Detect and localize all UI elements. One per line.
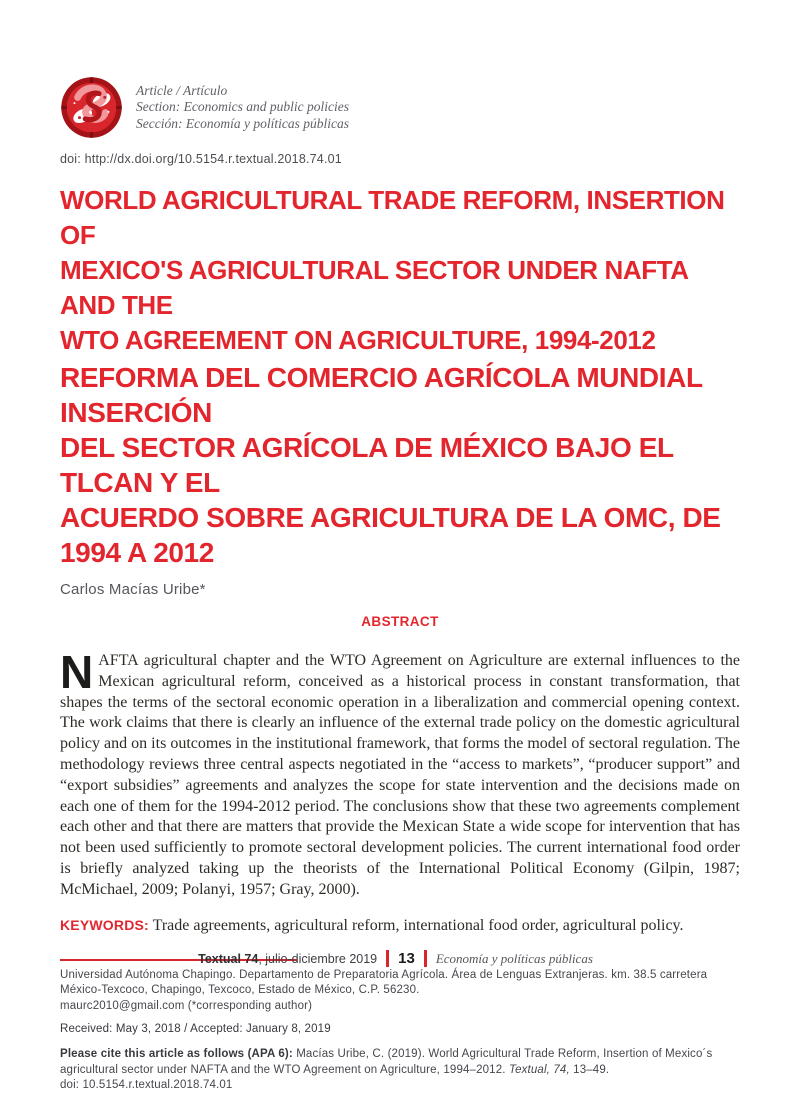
citation-text (60, 1047, 740, 1078)
footer-issue-dates: , julio-diciembre 2019 (258, 951, 378, 966)
abstract-heading: ABSTRACT (361, 614, 439, 629)
footer-divider-bar-right (424, 950, 427, 967)
keywords-line (60, 917, 740, 935)
author-name: Carlos Macías Uribe* (60, 581, 206, 598)
footer-journal-issue (198, 952, 377, 966)
keywords-text: Trade agreements, agricultural reform, international food order, agricultural policy. (148, 916, 684, 934)
journal-header (60, 0, 740, 139)
affiliation-footnote (60, 968, 740, 1015)
abstract-dropcap: N (60, 646, 94, 698)
citation-journal-italic: Textual, 74, (508, 1063, 570, 1076)
title-es-line-2: DEL SECTOR AGRÍCOLA DE MÉXICO BAJO EL TLCAN Y EL (60, 432, 674, 498)
abstract-paragraph (60, 646, 740, 901)
citation-body: Macías Uribe, C. (2019). World Agricultural Trade Reform, Insertion of Mexico´s agricultural sector under NAFTA and the WTO Agreement on Agriculture, 1994–2012. (60, 1048, 713, 1076)
title-en-line-3: WTO AGREEMENT ON AGRICULTURE, 1994-2012 (60, 325, 656, 355)
page-footer (0, 950, 791, 967)
footer-section-name: Economía y políticas públicas (435, 950, 593, 966)
textual-journal-logo-icon (60, 76, 123, 139)
title-en-line-2: MEXICO'S AGRICULTURAL SECTOR UNDER NAFTA AND THE (60, 255, 688, 320)
article-title-english (60, 183, 740, 358)
page-number: 13 (398, 950, 415, 967)
footer-divider-bar-left (386, 950, 389, 967)
affiliation-line-2: México-Texcoco, Chapingo, Texcoco, Estado de México, C.P. 56230. (60, 984, 420, 997)
corresponding-author-email: maurc2010@gmail.com (*corresponding author) (60, 999, 313, 1012)
citation-label: Please cite this article as follows (APA 6): (60, 1048, 293, 1061)
section-label-es: Sección: Economía y políticas públicas (136, 115, 349, 131)
received-accepted-dates: Received: May 3, 2018 / Accepted: January 8, 2019 (60, 1023, 331, 1036)
affiliation-line-1: Universidad Autónoma Chapingo. Departamento de Preparatoria Agrícola. Área de Lenguas Extranjeras. km. 38.5 carretera (60, 968, 708, 981)
citation-pages: 13–49. (569, 1063, 610, 1076)
footer-journal-name: Textual 74 (198, 951, 259, 966)
section-label-en: Section: Economics and public policies (136, 99, 349, 115)
title-es-line-3: ACUERDO SOBRE AGRICULTURA DE LA OMC, DE 1994 A 2012 (60, 502, 721, 568)
title-es-line-1: REFORMA DEL COMERCIO AGRÍCOLA MUNDIAL INSERCIÓN (60, 362, 703, 428)
abstract-text: AFTA agricultural chapter and the WTO Agreement on Agriculture are external influences to the Mexican agricultural reform, conceived as a historical process in constant transformation, that shapes the terms of the sectoral economic operation in a liberalization and commercial opening context. The work claims that there is clearly an influence of the external trade policy on the domestic agricultural policy and on its outcomes in the institutional framework, that forms the model of sectoral regulation. The methodology reviews three central aspects negotiated in the “access to markets”, “producer support” and “export subsidies” agreements and analyzes the scope for state intervention and the decisions made on each one of them for the 1994-2012 period. The conclusions show that these two agreements complement each other and that there are matters that provide the Mexican State a wide scope for intervention that has not been used sufficiently to promote sectoral development policies. The current international food order is briefly analyzed taking up the theorists of the International Political Economy (Gilpin, 1987; McMichael, 2009; Polanyi, 1957; Gray, 2000). (60, 652, 740, 898)
citation-block (60, 1047, 740, 1094)
article-title-spanish (60, 360, 740, 570)
title-en-line-1: WORLD AGRICULTURAL TRADE REFORM, INSERTION OF (60, 185, 725, 250)
article-section-info (136, 83, 349, 133)
citation-doi: doi: 10.5154.r.textual.2018.74.01 (60, 1079, 233, 1092)
article-type-label: Article / Artículo (136, 82, 228, 98)
keywords-label: KEYWORDS: (60, 916, 149, 933)
doi-link[interactable]: doi: http://dx.doi.org/10.5154.r.textual.2018.74.01 (60, 152, 342, 166)
